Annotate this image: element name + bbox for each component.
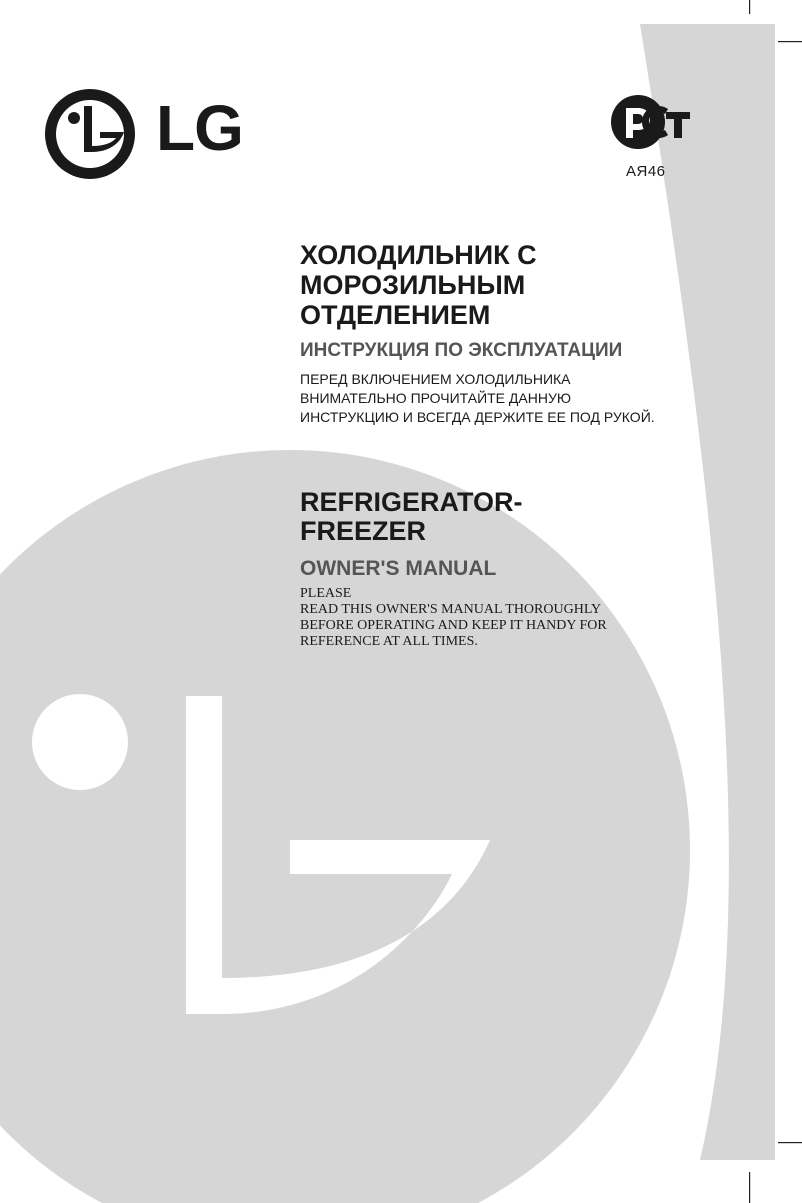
english-body-line: READ THIS OWNER'S MANUAL THOROUGHLY	[300, 602, 602, 617]
russian-title-line: МОРОЗИЛЬНЫМ	[300, 270, 526, 300]
russian-title-line: ХОЛОДИЛЬНИК С	[300, 240, 537, 270]
russian-body-line: ПЕРЕД ВКЛЮЧЕНИЕМ ХОЛОДИЛЬНИКА	[300, 371, 571, 387]
russian-title	[300, 240, 770, 330]
english-title-line: FREEZER	[300, 516, 427, 546]
certification-code: АЯ46	[626, 163, 666, 180]
english-body-line: BEFORE OPERATING AND KEEP IT HANDY FOR	[300, 618, 607, 633]
english-title	[300, 488, 770, 546]
russian-body-line: ВНИМАТЕЛЬНО ПРОЧИТАЙТЕ ДАННУЮ	[300, 390, 571, 406]
watermark-l-stroke	[186, 696, 222, 1014]
english-body-line: PLEASE	[300, 586, 352, 601]
watermark-eye	[32, 694, 128, 790]
russian-instructions	[300, 370, 770, 427]
brand-name: LG	[156, 92, 243, 164]
english-body-line: REFERENCE AT ALL TIMES.	[300, 634, 478, 649]
russian-subtitle: ИНСТРУКЦИЯ ПО ЭКСПЛУАТАЦИИ	[300, 340, 623, 361]
english-instructions	[300, 586, 770, 650]
english-title-line: REFRIGERATOR-	[300, 487, 523, 517]
english-subtitle: OWNER'S MANUAL	[300, 557, 497, 580]
russian-title-line: ОТДЕЛЕНИЕМ	[300, 300, 491, 330]
russian-body-line: ИНСТРУКЦИЮ И ВСЕГДА ДЕРЖИТЕ ЕЕ ПОД РУКОЙ.	[300, 409, 655, 425]
